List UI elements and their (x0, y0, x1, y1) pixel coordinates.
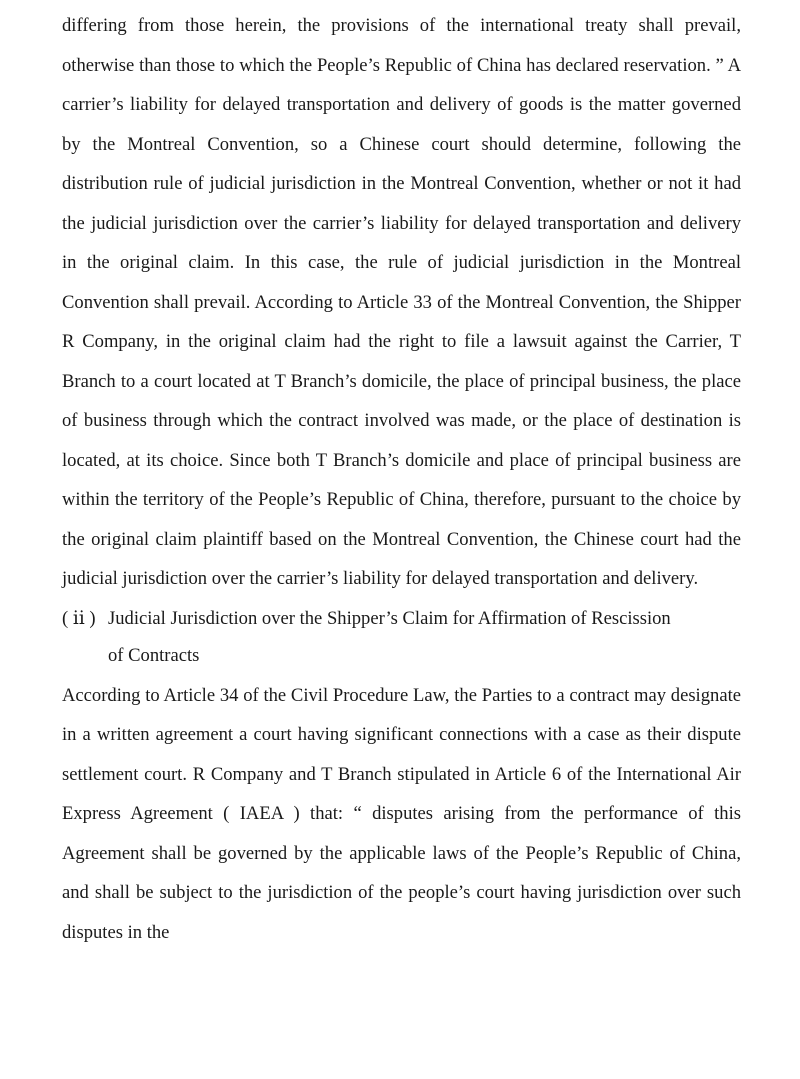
body-paragraph-2: According to Article 34 of the Civil Procedure Law, the Parties to a contract may designate in a written agreement a court having significant connections with a case as their dispute settlement court. R Company and T Branch stipulated in Article 6 of the International Air Express Agreement ( IAEA ) that: “ disputes arising from the performance of this Agreement shall be governed by the applicable laws of the People’s Republic of China, and shall be subject to the jurisdiction of the people’s court having jurisdiction over such disputes in the (62, 684, 741, 943)
section-heading-title-line1: Judicial Jurisdiction over the Shipper’s Claim for Affirmation of Rescission (108, 607, 671, 629)
document-page (62, 6, 741, 952)
body-paragraph-1: differing from those herein, the provisions of the international treaty shall prevail, otherwise than those to which the People’s Republic of China has declared reservation. ” A carrier’s liability for delayed transportation and delivery of goods is the matter governed by the Montreal Convention, so a Chinese court should determine, following the distribution rule of judicial jurisdiction in the Montreal Convention, whether or not it had the judicial jurisdiction over the carrier’s liability for delayed transportation and delivery in the original claim. In this case, the rule of judicial jurisdiction in the Montreal Convention shall prevail. According to Article 33 of the Montreal Convention, the Shipper R Company, in the original claim had the right to file a lawsuit against the Carrier, T Branch to a court located at T Branch’s domicile, the place of principal business, the place of business through which the contract involved was made, or the place of destination is located, at its choice. Since both T Branch’s domicile and place of principal business are within the territory of the People’s Republic of China, therefore, pursuant to the choice by the original claim plaintiff based on the Montreal Convention, the Chinese court had the judicial jurisdiction over the carrier’s liability for delayed transportation and delivery. (62, 15, 741, 589)
section-heading-title-line2: of Contracts (108, 645, 200, 666)
section-heading-number: ( ⅱ ) (62, 607, 96, 629)
section-heading (62, 599, 741, 676)
